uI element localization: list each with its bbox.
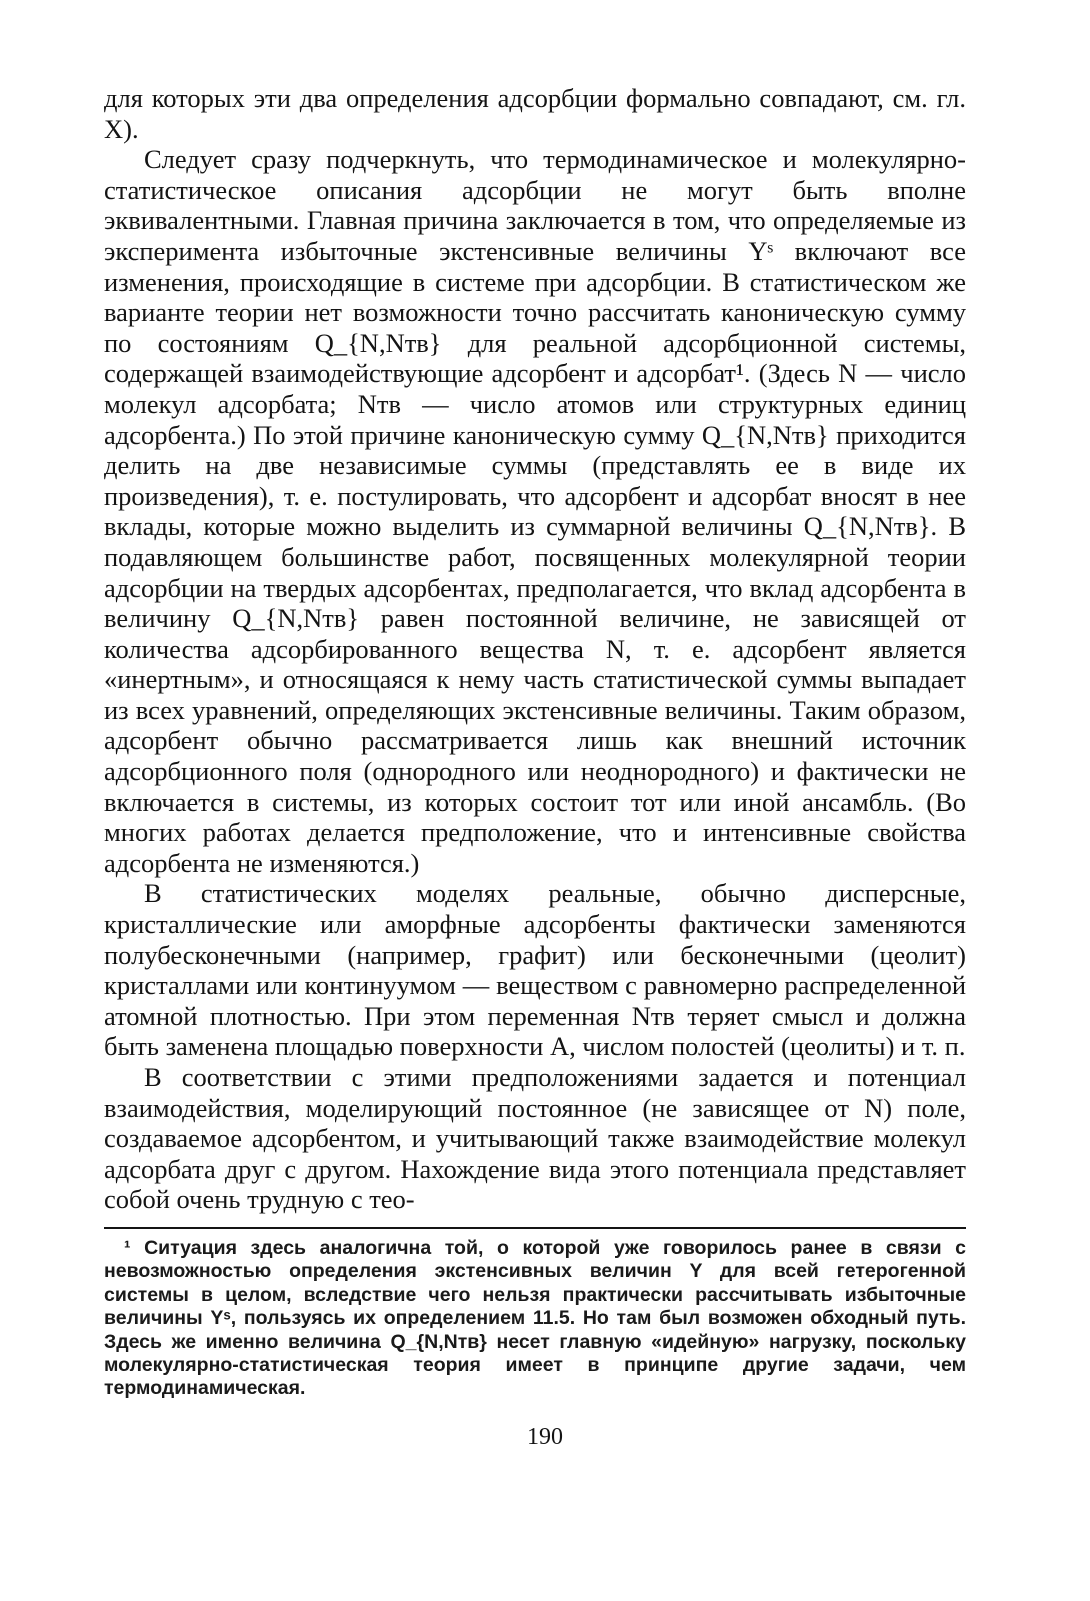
paragraph-potential: В соответствии с этими предположениями задается и потенциал взаимодействия, моделирующий постоянное (не зависящее от N) поле, создаваемое адсорбентом, и учитывающий также взаимодействие молекул адсорбата друг с другом. Нахождение вида этого потенциала представляет собой очень трудную с тео- (104, 1062, 966, 1215)
footnotes (104, 1237, 966, 1401)
footnote-divider (104, 1227, 966, 1229)
page-number: 190 (527, 1424, 563, 1450)
footnote-1: ¹ Ситуация здесь аналогична той, о которой уже говорилось ранее в связи с невозможностью определения экстенсивных величин Y для всей гетерогенной системы в целом, вследствие чего нельзя практически рассчитывать избыточные величины Yˢ, пользуясь их определением 11.5. Но там был возможен обходный путь. Здесь же именно величина Q_{N,Nтв} несет главную «идейную» нагрузку, поскольку молекулярно-статистическая теория имеет в принципе другие задачи, чем термодинамическая. (104, 1236, 966, 1400)
page-body (104, 83, 966, 1401)
paragraph-statistical-models: В статистических моделях реальные, обычно дисперсные, кристаллические или аморфные адсорбенты фактически заменяются полубесконечными (например, графит) или бесконечными (цеолит) кристаллами или континуумом — веществом с равномерно распределенной атомной плотностью. При этом переменная Nтв теряет смысл и должна быть заменена площадью поверхности A, числом полостей (цеолиты) и т. п. (104, 878, 966, 1062)
paragraph-equivalence: Следует сразу подчеркнуть, что термодинамическое и молекулярно-статистическое описания адсорбции не могут быть вполне эквивалентными. Главная причина заключается в том, что определяемые из эксперимента избыточные экстенсивные величины Yˢ включают все изменения, происходящие в системе при адсорбции. В статистическом же варианте теории нет возможности точно рассчитать каноническую сумму по состояниям Q_{N,Nтв} для реальной адсорбционной системы, содержащей взаимодействующие адсорбент и адсорбат¹. (Здесь N — число молекул адсорбата; Nтв — число атомов или структурных единиц адсорбента.) По этой причине каноническую сумму Q_{N,Nтв} приходится делить на две независимые суммы (представлять ее в виде их произведения), т. е. постулировать, что адсорбент и адсорбат вносят в нее вклады, которые можно выделить из суммарной величины Q_{N,Nтв}. В подавляющем большинстве работ, посвященных молекулярной теории адсорбции на твердых адсорбентах, предполагается, что вклад адсорбента в величину Q_{N,Nтв} равен постоянной величине, не зависящей от количества адсорбированного вещества N, т. е. адсорбент является «инертным», и относящаяся к нему часть статистической суммы выпадает из всех уравнений, определяющих экстенсивные величины. Таким образом, адсорбент обычно рассматривается лишь как внешний источник адсорбционного поля (однородного или неоднородного) и фактически не включается в системы, из которых состоит тот или иной ансамбль. (Во многих работах делается предположение, что и интенсивные свойства адсорбента не изменяются.) (104, 144, 966, 878)
main-text (104, 83, 966, 1215)
paragraph-continuation: для которых эти два определения адсорбции формально совпадают, см. гл. X). (104, 83, 966, 144)
